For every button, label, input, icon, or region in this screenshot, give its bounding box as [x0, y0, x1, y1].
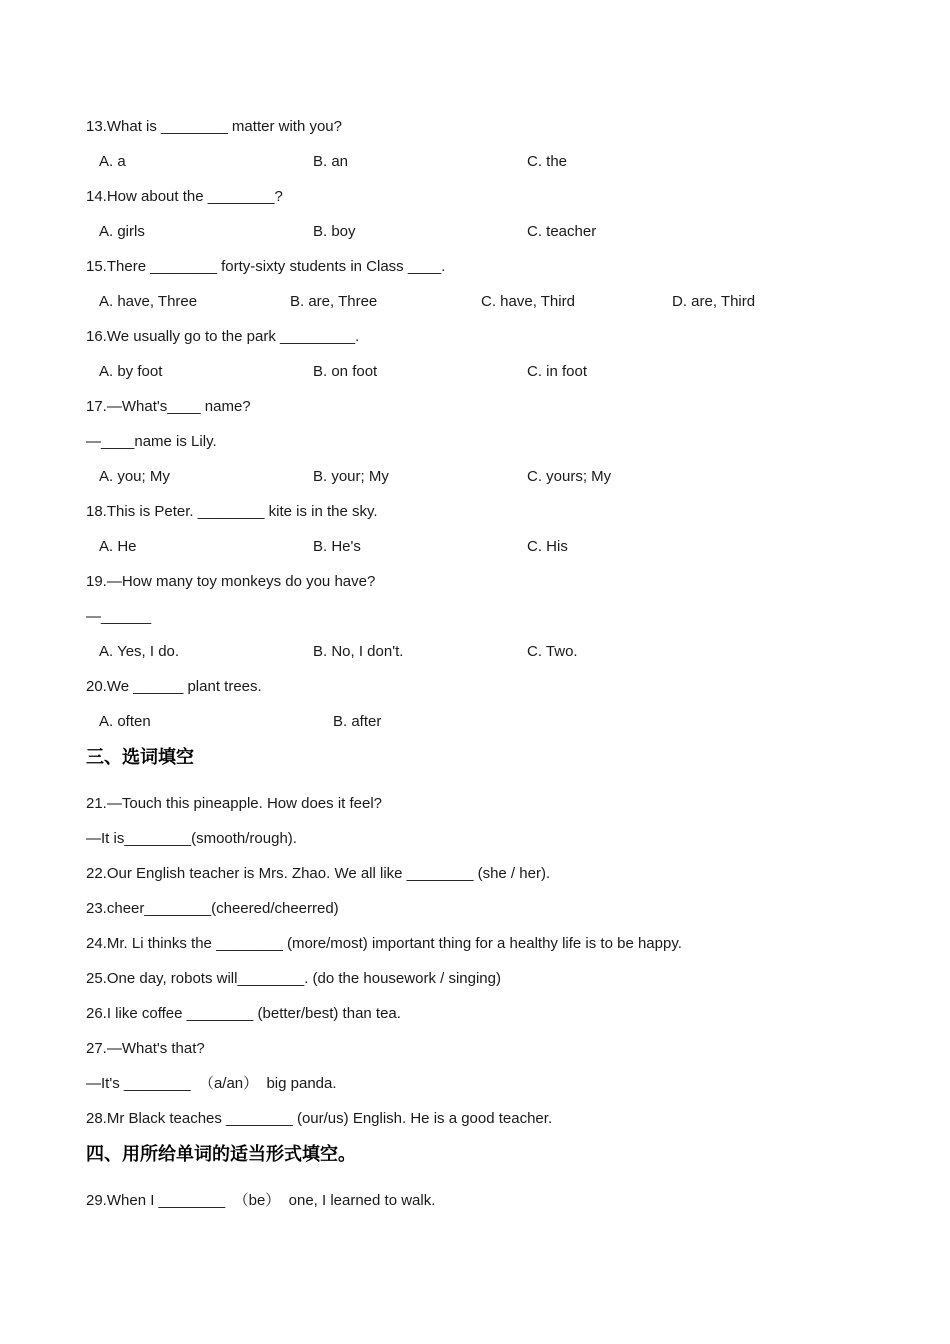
option-19-b: B. No, I don't.	[313, 643, 404, 660]
question-17-text-2: —____name is Lily.	[86, 433, 217, 450]
option-13-a: A. a	[99, 153, 126, 170]
question-19-options	[86, 641, 870, 662]
question-27-text: 27.—What's that?	[86, 1040, 205, 1057]
option-15-c: C. have, Third	[481, 293, 575, 310]
question-24	[86, 933, 870, 954]
question-21-text-2: —It is________(smooth/rough).	[86, 830, 297, 847]
question-20-options	[86, 711, 870, 732]
option-16-b: B. on foot	[313, 363, 378, 380]
option-15-b: B. are, Three	[290, 293, 378, 310]
question-17-options	[86, 466, 870, 487]
question-22	[86, 863, 870, 884]
question-27-text-2: —It's ________ （a/an） big panda.	[86, 1075, 337, 1092]
question-15-text: 15.There ________ forty-sixty students in Class ____.	[86, 258, 446, 275]
question-13-text: 13.What is ________ matter with you?	[86, 118, 342, 135]
section-heading-vocab: 三、选词填空	[86, 747, 194, 767]
question-18-options	[86, 536, 870, 557]
option-15-a: A. have, Three	[99, 293, 198, 310]
option-17-a: A. you; My	[99, 468, 170, 485]
option-18-c: C. His	[527, 538, 568, 555]
question-27	[86, 1038, 870, 1094]
question-25	[86, 968, 870, 989]
question-14-text: 14.How about the ________?	[86, 188, 283, 205]
option-14-b: B. boy	[313, 223, 356, 240]
question-17	[86, 396, 870, 487]
question-25-text: 25.One day, robots will________. (do the housework / singing)	[86, 970, 501, 987]
question-15	[86, 256, 870, 312]
question-20-text: 20.We ______ plant trees.	[86, 678, 262, 695]
question-19-text-2: —______	[86, 608, 152, 625]
question-17-text: 17.—What's____ name?	[86, 398, 251, 415]
question-23-text: 23.cheer________(cheered/cheerred)	[86, 900, 339, 917]
question-18-text: 18.This is Peter. ________ kite is in the sky.	[86, 503, 378, 520]
question-29-text: 29.When I ________ （be） one, I learned to walk.	[86, 1192, 436, 1209]
question-28-text: 28.Mr Black teaches ________ (our/us) English. He is a good teacher.	[86, 1110, 553, 1127]
option-19-c: C. Two.	[527, 643, 578, 660]
question-19	[86, 571, 870, 662]
option-14-a: A. girls	[99, 223, 145, 240]
option-15-d: D. are, Third	[672, 293, 756, 310]
question-29	[86, 1190, 870, 1211]
question-14-options	[86, 221, 870, 242]
question-21	[86, 793, 870, 849]
option-19-a: A. Yes, I do.	[99, 643, 180, 660]
option-18-b: B. He's	[313, 538, 361, 555]
option-17-c: C. yours; My	[527, 468, 612, 485]
option-18-a: A. He	[99, 538, 137, 555]
option-13-b: B. an	[313, 153, 349, 170]
question-16	[86, 326, 870, 382]
section-heading-wordform: 四、用所给单词的适当形式填空。	[86, 1144, 356, 1164]
question-15-options	[86, 291, 870, 312]
option-13-c: C. the	[527, 153, 568, 170]
question-26-text: 26.I like coffee ________ (better/best) than tea.	[86, 1005, 401, 1022]
option-14-c: C. teacher	[527, 223, 597, 240]
question-20	[86, 676, 870, 732]
option-20-a: A. often	[99, 713, 151, 730]
question-21-text: 21.—Touch this pineapple. How does it feel?	[86, 795, 383, 812]
question-23	[86, 898, 870, 919]
question-13	[86, 116, 870, 172]
question-16-options	[86, 361, 870, 382]
question-19-text: 19.—How many toy monkeys do you have?	[86, 573, 376, 590]
option-16-a: A. by foot	[99, 363, 163, 380]
option-17-b: B. your; My	[313, 468, 389, 485]
question-22-text: 22.Our English teacher is Mrs. Zhao. We all like ________ (she / her).	[86, 865, 551, 882]
question-14	[86, 186, 870, 242]
option-20-b: B. after	[333, 713, 382, 730]
question-18	[86, 501, 870, 557]
question-28	[86, 1108, 870, 1129]
question-13-options	[86, 151, 870, 172]
question-24-text: 24.Mr. Li thinks the ________ (more/most) important thing for a healthy life is to be happy.	[86, 935, 682, 952]
question-16-text: 16.We usually go to the park _________.	[86, 328, 360, 345]
question-26	[86, 1003, 870, 1024]
option-16-c: C. in foot	[527, 363, 588, 380]
